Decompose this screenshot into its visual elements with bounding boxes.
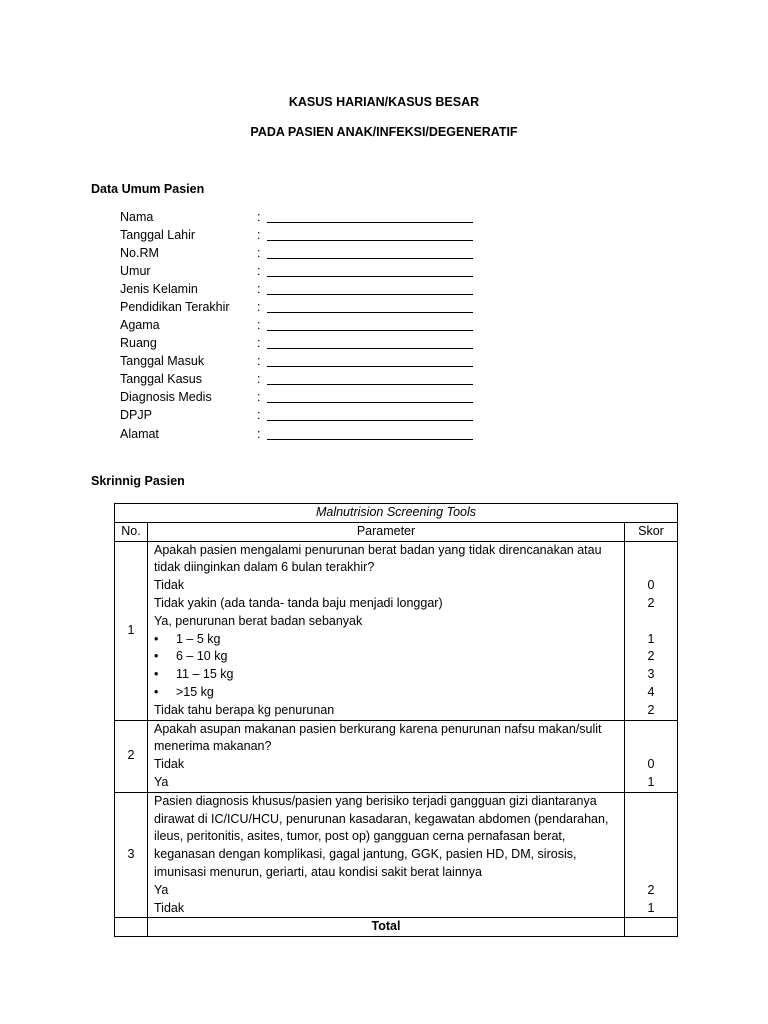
score-value: 1 [647, 774, 655, 789]
field-input-line[interactable] [267, 366, 473, 367]
field-label: Diagnosis Medis [120, 390, 212, 404]
option-text: Tidak yakin (ada tanda- tanda baju menjadi longgar) [154, 595, 443, 610]
screening-table [114, 503, 678, 937]
question-text: tidak diinginkan dalam 6 bulan terakhir? [154, 560, 375, 575]
field-colon: : [257, 228, 261, 242]
question-text: imunisasi menurun, geriarti, atau kondisi sakit berat lainnya [154, 864, 482, 879]
document-subtitle: PADA PASIEN ANAK/INFEKSI/DEGENERATIF [250, 125, 518, 139]
row-number: 1 [115, 541, 148, 720]
field-colon: : [257, 408, 261, 422]
row-number: 2 [115, 720, 148, 792]
field-input-line[interactable] [267, 222, 473, 223]
field-colon: : [257, 372, 261, 386]
question-text: menerima makanan? [154, 739, 272, 754]
row-scores [625, 720, 678, 792]
row-parameter [148, 541, 625, 720]
field-colon: : [257, 390, 261, 404]
field-no-rm [120, 246, 480, 264]
field-label: Tanggal Lahir [120, 228, 196, 242]
field-label: Tanggal Masuk [120, 354, 205, 368]
field-input-line[interactable] [267, 240, 473, 241]
row-parameter [148, 720, 625, 792]
field-label: Pendidikan Terakhir [120, 300, 230, 314]
field-label: Tanggal Kasus [120, 372, 203, 386]
screening-heading: Skrinnig Pasien [91, 474, 185, 488]
option-text: Tidak tahu berapa kg penurunan [154, 702, 335, 717]
table-row [115, 541, 678, 720]
field-tanggal-kasus [120, 372, 480, 390]
option-text: 1 – 5 kg [176, 631, 221, 646]
field-label: Umur [120, 264, 151, 278]
patient-data-heading: Data Umum Pasien [91, 182, 205, 196]
field-label: DPJP [120, 408, 152, 422]
document-title: KASUS HARIAN/KASUS BESAR [288, 95, 480, 109]
header-parameter: Parameter [148, 522, 625, 541]
total-label: Total [148, 918, 625, 937]
option-text: >15 kg [176, 684, 214, 699]
header-score: Skor [625, 522, 678, 541]
field-label: Nama [120, 210, 154, 224]
field-input-line[interactable] [267, 439, 473, 440]
score-value: 3 [647, 667, 655, 682]
option-text: Ya [154, 882, 169, 897]
option-text: Ya, penurunan berat badan sebanyak [154, 613, 363, 628]
field-label: Agama [120, 318, 160, 332]
score-value: 2 [647, 649, 655, 664]
bullet-icon: • [154, 631, 159, 646]
field-label: Ruang [120, 336, 157, 350]
field-ruang [120, 336, 480, 354]
bullet-option [154, 631, 618, 649]
field-input-line[interactable] [267, 384, 473, 385]
field-pendidikan-terakhir [120, 300, 480, 318]
field-input-line[interactable] [267, 276, 473, 277]
field-input-line[interactable] [267, 348, 473, 349]
total-empty-cell [115, 918, 148, 937]
option-text: 11 – 15 kg [176, 667, 234, 682]
score-value: 0 [647, 578, 655, 593]
field-alamat [120, 427, 480, 445]
table-caption-row [115, 504, 678, 523]
bullet-icon: • [154, 667, 159, 682]
option-text: Tidak [154, 757, 185, 772]
score-value: 4 [647, 684, 655, 699]
field-colon: : [257, 318, 261, 332]
bullet-option [154, 648, 618, 666]
total-score-cell[interactable] [625, 918, 678, 937]
score-value: 1 [647, 900, 655, 915]
field-input-line[interactable] [267, 330, 473, 331]
field-colon: : [257, 282, 261, 296]
bullet-option [154, 684, 618, 702]
field-jenis-kelamin [120, 282, 480, 300]
field-colon: : [257, 264, 261, 278]
row-number: 3 [115, 792, 148, 918]
field-input-line[interactable] [267, 312, 473, 313]
field-colon: : [257, 210, 261, 224]
score-value: 2 [647, 595, 655, 610]
question-text: Apakah asupan makanan pasien berkurang karena penurunan nafsu makan/sulit [154, 721, 602, 736]
field-colon: : [257, 336, 261, 350]
field-label: Alamat [120, 427, 159, 441]
header-no: No. [115, 522, 148, 541]
field-umur [120, 264, 480, 282]
field-diagnosis-medis [120, 390, 480, 408]
row-parameter [148, 792, 625, 918]
score-value: 2 [647, 702, 655, 717]
option-text: Tidak [154, 900, 185, 915]
field-input-line[interactable] [267, 402, 473, 403]
field-label: No.RM [120, 246, 159, 260]
option-text: Ya [154, 774, 169, 789]
field-input-line[interactable] [267, 420, 473, 421]
field-input-line[interactable] [267, 294, 473, 295]
field-colon: : [257, 246, 261, 260]
question-text: dirawat di IC/ICU/HCU, penurunan kasadaran, kegawatan abdomen (pendarahan, [154, 811, 609, 826]
field-tanggal-masuk [120, 354, 480, 372]
field-nama [120, 210, 480, 228]
table-row [115, 792, 678, 918]
score-value: 2 [647, 882, 655, 897]
field-tanggal-lahir [120, 228, 480, 246]
field-input-line[interactable] [267, 258, 473, 259]
bullet-option [154, 666, 618, 684]
field-colon: : [257, 354, 261, 368]
question-text: keganasan dengan komplikasi, gagal jantung, GGK, pasien HD, DM, sirosis, [154, 847, 577, 862]
field-label: Jenis Kelamin [120, 282, 198, 296]
table-total-row [115, 918, 678, 937]
field-dpjp [120, 408, 480, 426]
question-text: ileus, peritonitis, asites, tumor, post op) gangguan cerna pernafasan berat, [154, 829, 566, 844]
score-value: 0 [647, 757, 655, 772]
field-agama [120, 318, 480, 336]
field-colon: : [257, 427, 261, 441]
score-value: 1 [647, 631, 655, 646]
table-caption: Malnutrision Screening Tools [115, 504, 678, 523]
row-scores [625, 792, 678, 918]
table-header-row [115, 522, 678, 541]
bullet-icon: • [154, 684, 159, 699]
question-text: Pasien diagnosis khusus/pasien yang berisiko terjadi gangguan gizi diantaranya [154, 793, 597, 808]
question-text: Apakah pasien mengalami penurunan berat badan yang tidak direncanakan atau [154, 542, 602, 557]
option-text: 6 – 10 kg [176, 649, 228, 664]
row-scores [625, 541, 678, 720]
field-colon: : [257, 300, 261, 314]
option-text: Tidak [154, 578, 185, 593]
table-row [115, 720, 678, 792]
bullet-icon: • [154, 649, 159, 664]
